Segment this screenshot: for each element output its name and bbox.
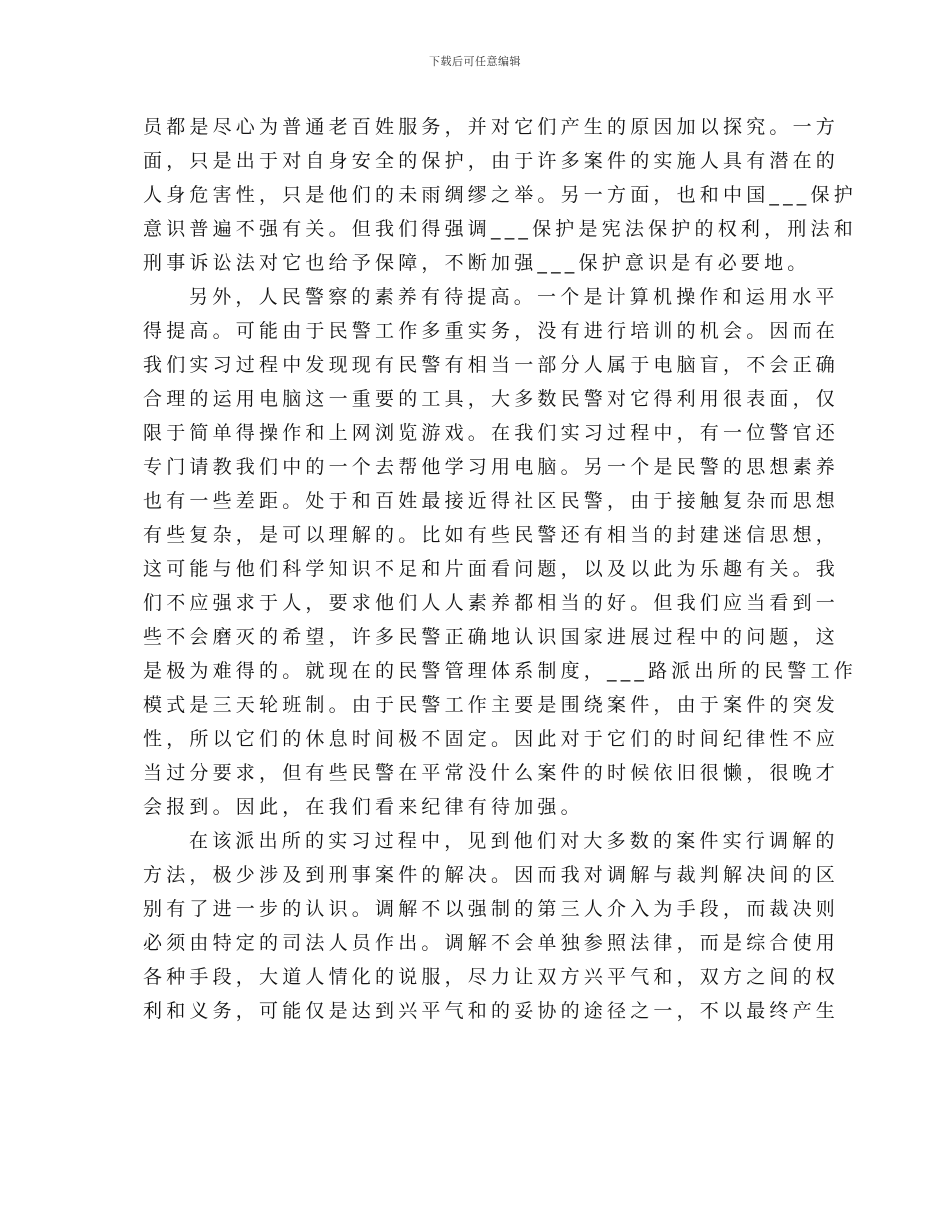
text-line: 利和义务，可能仅是达到兴平气和的妥协的途径之一，不以最终产生 <box>143 1000 840 1022</box>
text-line: 员都是尽心为普通老百姓服务，并对它们产生的原因加以探究。一方 <box>143 116 840 138</box>
text-line: 会报到。因此，在我们看来纪律有待加强。 <box>143 796 584 818</box>
text-line: 别有了进一步的认识。调解不以强制的第三人介入为手段，而裁决则 <box>143 898 840 920</box>
text-line: 模式是三天轮班制。由于民警工作主要是围绕案件，由于案件的突发 <box>143 694 840 716</box>
text-line: 意识普遍不强有关。但我们得强调___保护是宪法保护的权利，刑法和 <box>143 218 857 240</box>
text-line: 面，只是出于对自身安全的保护，由于许多案件的实施人具有潜在的 <box>143 150 840 172</box>
text-line: 合理的运用电脑这一重要的工具，大多数民警对它得利用很表面，仅 <box>143 388 840 410</box>
text-line: 有些复杂，是可以理解的。比如有些民警还有相当的封建迷信思想， <box>143 524 840 546</box>
text-line: 得提高。可能由于民警工作多重实务，没有进行培训的机会。因而在 <box>143 320 840 342</box>
text-line: 们不应强求于人，要求他们人人素养都相当的好。但我们应当看到一 <box>143 592 840 614</box>
text-line: 专门请教我们中的一个去帮他学习用电脑。另一个是民警的思想素养 <box>143 456 840 478</box>
text-line: 当过分要求，但有些民警在平常没什么案件的时候依旧很懒，很晚才 <box>143 762 840 784</box>
text-line: 我们实习过程中发现现有民警有相当一部分人属于电脑盲，不会正确 <box>143 354 840 376</box>
text-line: 也有一些差距。处于和百姓最接近得社区民警，由于接触复杂而思想 <box>143 490 840 512</box>
paragraph-start-line: 在该派出所的实习过程中，见到他们对大多数的案件实行调解的 <box>189 830 839 852</box>
page-header: 下载后可任意编辑 <box>429 55 521 68</box>
text-line: 必须由特定的司法人员作出。调解不会单独参照法律，而是综合使用 <box>143 932 840 954</box>
text-line: 方法，极少涉及到刑事案件的解决。因而我对调解与裁判解决间的区 <box>143 864 840 886</box>
text-line: 限于简单得操作和上网浏览游戏。在我们实习过程中，有一位警官还 <box>143 422 840 444</box>
text-line: 人身危害性，只是他们的未雨绸缪之举。另一方面，也和中国___保护 <box>143 184 857 206</box>
document-body <box>143 110 857 1028</box>
text-line: 这可能与他们科学知识不足和片面看问题，以及以此为乐趣有关。我 <box>143 558 840 580</box>
text-line: 各种手段，大道人情化的说服，尽力让双方兴平气和，双方之间的权 <box>143 966 840 988</box>
text-line: 刑事诉讼法对它也给予保障，不断加强___保护意识是有必要地。 <box>143 252 811 274</box>
paragraph-start-line: 另外，人民警察的素养有待提高。一个是计算机操作和运用水平 <box>189 286 839 308</box>
text-line: 是极为难得的。就现在的民警管理体系制度，___路派出所的民警工作 <box>143 660 857 682</box>
text-line: 性，所以它们的休息时间极不固定。因此对于它们的时间纪律性不应 <box>143 728 840 750</box>
text-line: 些不会磨灭的希望，许多民警正确地认识国家进展过程中的问题，这 <box>143 626 840 648</box>
